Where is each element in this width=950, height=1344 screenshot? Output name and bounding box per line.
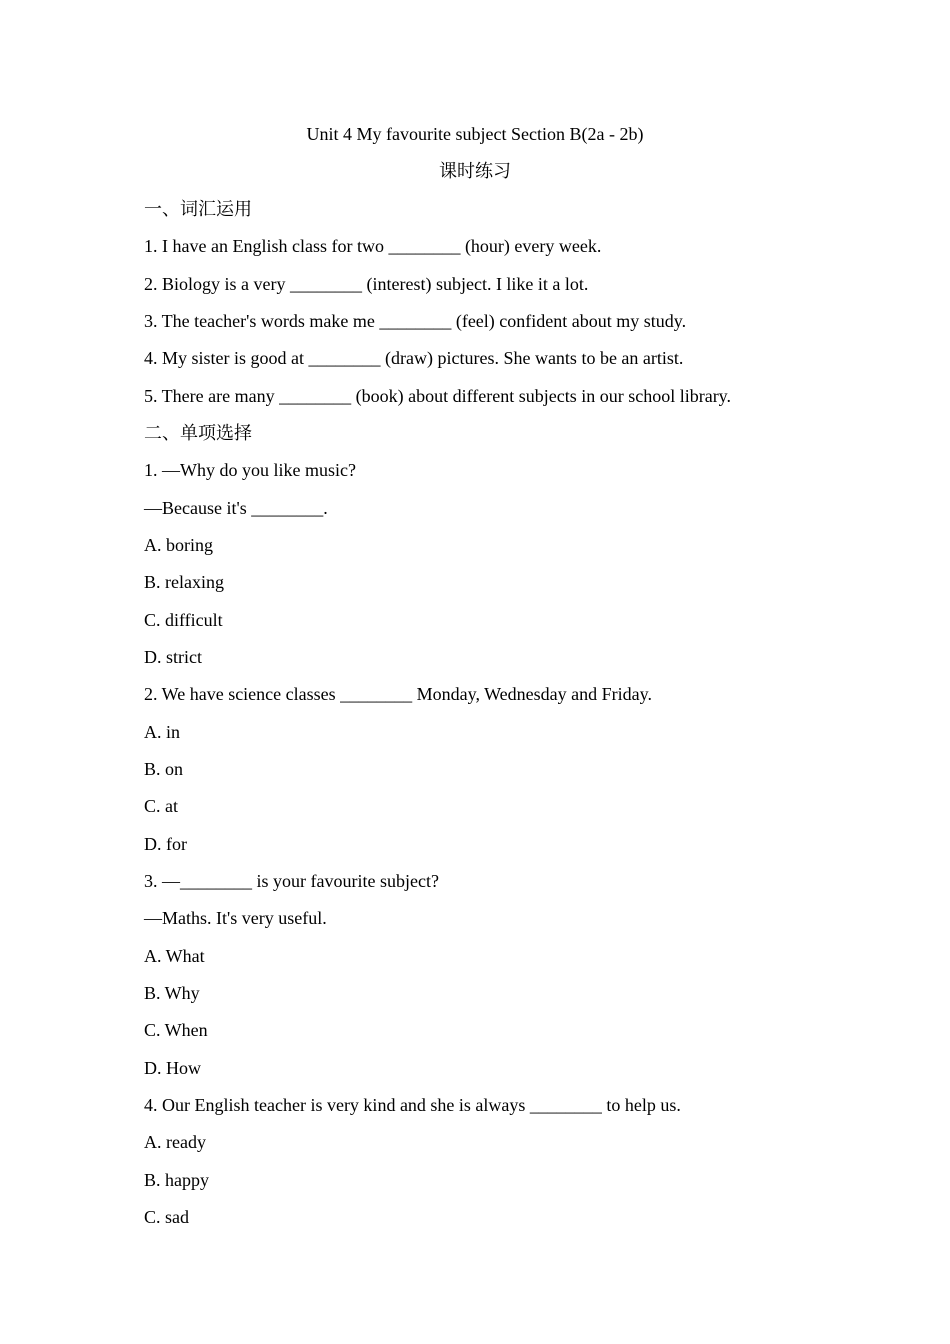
- question-2-option-b: B. on: [144, 759, 184, 779]
- question-1-option-c: C. difficult: [144, 610, 223, 630]
- question-1-option-b: B. relaxing: [144, 572, 224, 592]
- page-subtitle: 课时练习: [439, 161, 511, 181]
- question-3-option-a: A. What: [144, 946, 205, 966]
- question-1-option-a: A. boring: [144, 535, 213, 555]
- question-1-stem: 1. —Why do you like music?: [144, 460, 356, 480]
- question-1-option-d: D. strict: [144, 647, 202, 667]
- page-title: Unit 4 My favourite subject Section B(2a - 2b): [306, 124, 644, 144]
- question-1-reply: —Because it's ________.: [144, 498, 328, 518]
- question-3-option-d: D. How: [144, 1058, 201, 1078]
- vocab-item-2: 2. Biology is a very ________ (interest) subject. I like it a lot.: [144, 274, 589, 294]
- question-4-option-c: C. sad: [144, 1207, 189, 1227]
- question-3-reply: —Maths. It's very useful.: [144, 908, 327, 928]
- question-4-option-b: B. happy: [144, 1170, 209, 1190]
- vocab-item-1: 1. I have an English class for two ________ (hour) every week.: [144, 236, 602, 256]
- question-4-stem: 4. Our English teacher is very kind and she is always ________ to help us.: [144, 1095, 681, 1115]
- question-3-option-b: B. Why: [144, 983, 200, 1003]
- question-2-option-c: C. at: [144, 796, 178, 816]
- question-3-stem: 3. —________ is your favourite subject?: [144, 871, 439, 891]
- section-heading-vocabulary: 一、词汇运用: [144, 199, 252, 219]
- section-heading-choice: 二、单项选择: [144, 423, 252, 443]
- vocab-item-3: 3. The teacher's words make me ________ (feel) confident about my study.: [144, 311, 687, 331]
- question-3-option-c: C. When: [144, 1020, 208, 1040]
- vocab-item-5: 5. There are many ________ (book) about different subjects in our school library.: [144, 386, 732, 406]
- vocab-item-4: 4. My sister is good at ________ (draw) pictures. She wants to be an artist.: [144, 348, 684, 368]
- question-4-option-a: A. ready: [144, 1132, 206, 1152]
- question-2-option-a: A. in: [144, 722, 180, 742]
- question-2-stem: 2. We have science classes ________ Monday, Wednesday and Friday.: [144, 684, 652, 704]
- question-2-option-d: D. for: [144, 834, 187, 854]
